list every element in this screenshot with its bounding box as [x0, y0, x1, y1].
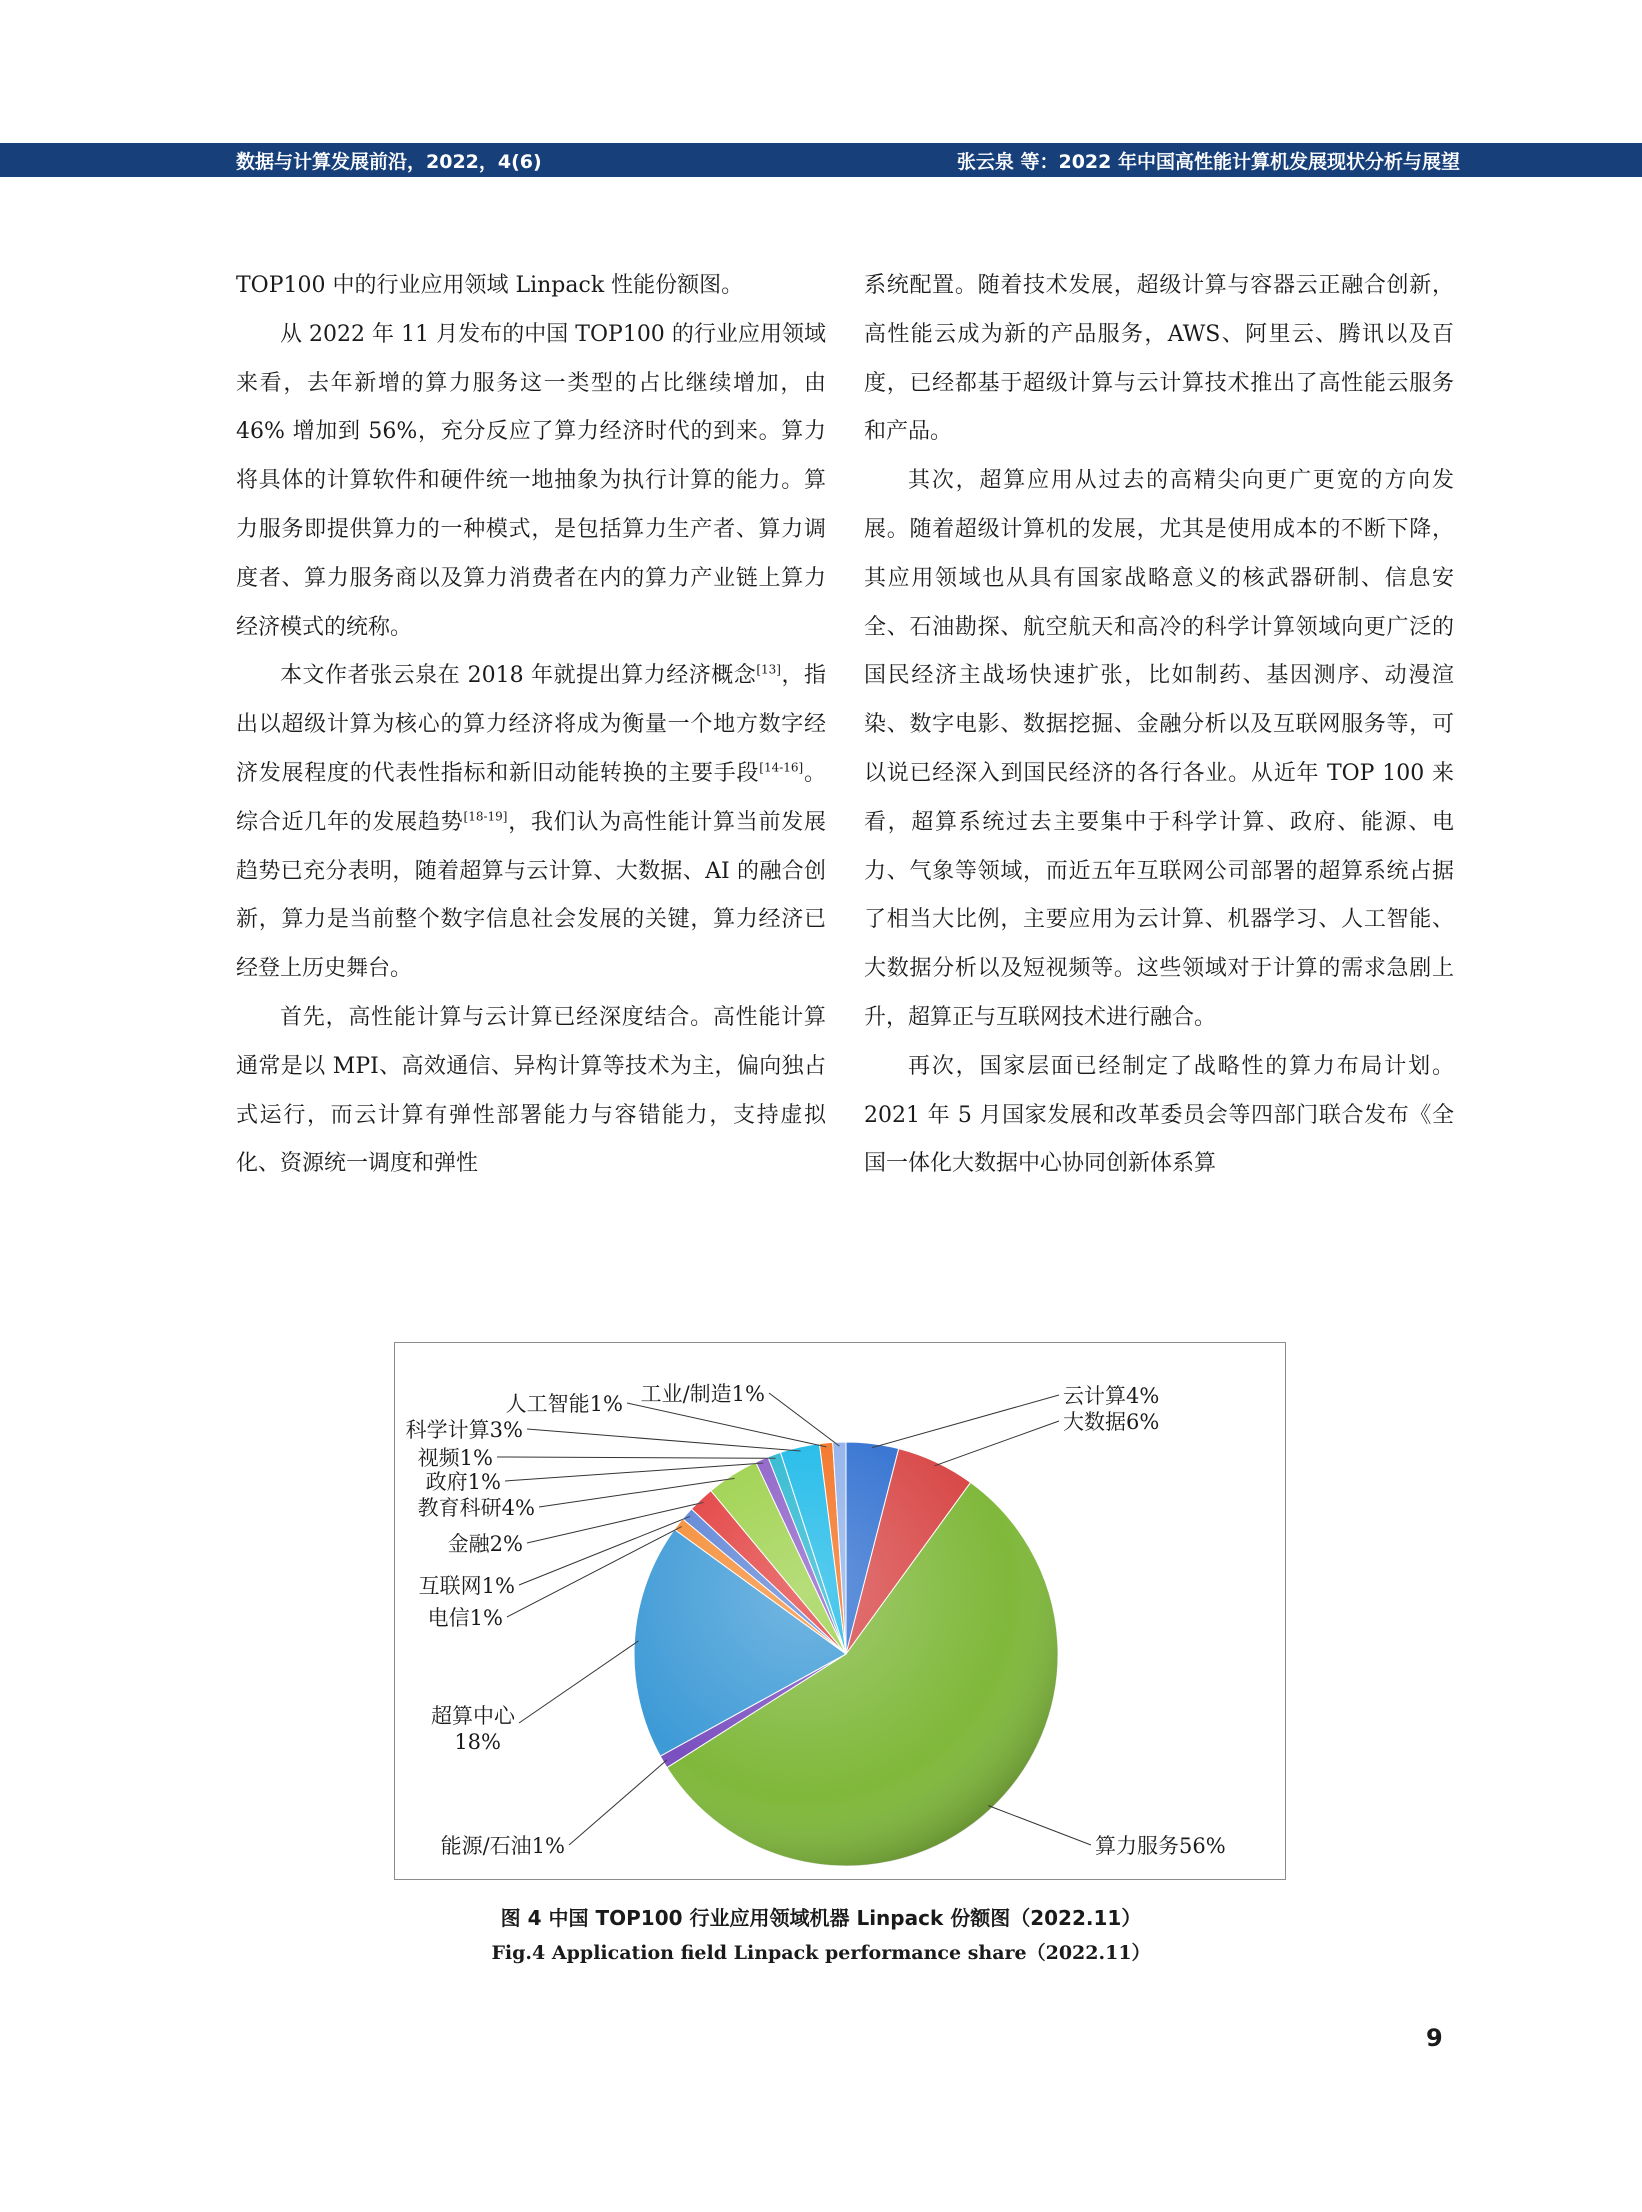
- right-column: [864, 262, 1454, 1189]
- slice-label: 能源/石油1%: [440, 1834, 565, 1858]
- figure-frame: [394, 1342, 1286, 1880]
- paragraph-text: 。综合近几年的发展趋势: [236, 760, 826, 835]
- slice-label: 工业/制造1%: [640, 1382, 765, 1406]
- paragraph: [236, 652, 826, 994]
- leader-line: [627, 1403, 826, 1447]
- journal-citation: 数据与计算发展前沿，2022，4(6): [236, 151, 542, 173]
- slice-label: 科学计算3%: [405, 1418, 523, 1442]
- citation-ref: [13]: [756, 663, 781, 678]
- left-column: [236, 262, 826, 1189]
- leader-line: [569, 1760, 667, 1845]
- paragraph: 系统配置。随着技术发展，超级计算与容器云正融合创新，高性能云成为新的产品服务，AWS、阿里云、腾讯以及百度，已经都基于超级计算与云计算技术推出了高性能云服务和产品。: [864, 273, 1454, 445]
- slice-label: 政府1%: [425, 1470, 501, 1494]
- slice-label: 大数据6%: [1063, 1410, 1160, 1434]
- leader-line: [519, 1641, 638, 1723]
- slice-label: 算力服务56%: [1095, 1834, 1226, 1858]
- leader-line: [872, 1395, 1059, 1448]
- slice-label: 云计算4%: [1063, 1384, 1160, 1408]
- paragraph: 从 2022 年 11 月发布的中国 TOP100 的行业应用领域来看，去年新增的算力服务这一类型的占比继续增加，由 46% 增加到 56%，充分反应了算力经济时代的到来。算力将具体的计算软件和硬件统一地抽象为执行计算的能力。算力服务即提供算力的一种模式，是包括算力生产者、算力调度者、算力服务商以及算力消费者在内的算力产业链上算力经济模式的统称。: [236, 321, 826, 640]
- paragraph-text: ，指出以超级计算为核心的算力经济将成为衡量一个地方数字经济发展程度的代表性指标和新旧动能转换的主要手段: [236, 663, 826, 786]
- pie-shading: [634, 1442, 1058, 1866]
- leader-line: [935, 1421, 1059, 1466]
- pie-chart: [395, 1343, 1285, 1879]
- paragraph: TOP100 中的行业应用领域 Linpack 性能份额图。: [236, 273, 744, 298]
- slice-label: 教育科研4%: [417, 1496, 535, 1520]
- slice-label: 互联网1%: [418, 1574, 515, 1598]
- slice-label: 金融2%: [447, 1532, 523, 1556]
- running-title: 张云泉 等：2022 年中国高性能计算机发展现状分析与展望: [956, 151, 1460, 173]
- slice-label: 视频1%: [417, 1446, 493, 1470]
- page-number: 9: [1426, 2024, 1443, 2052]
- journal-header-bar: [0, 143, 1642, 177]
- paragraph-text: 本文作者张云泉在 2018 年就提出算力经济概念: [280, 663, 757, 689]
- leader-line: [988, 1806, 1091, 1845]
- paragraph-text: ，我们认为高性能计算当前发展趋势已充分表明，随着超算与云计算、大数据、AI 的融合创新，算力是当前整个数字信息社会发展的关键，算力经济已经登上历史舞台。: [236, 809, 826, 982]
- citation-ref: [18-19]: [463, 809, 508, 824]
- leader-line: [769, 1393, 839, 1446]
- figure-caption-cn: 图 4 中国 TOP100 行业应用领域机器 Linpack 份额图（2022.11）: [500, 1906, 1142, 1930]
- slice-label: 人工智能1%: [505, 1392, 623, 1416]
- figure-caption-en: Fig.4 Application field Linpack performance share（2022.11）: [491, 1942, 1151, 1964]
- paragraph: 其次，超算应用从过去的高精尖向更广更宽的方向发展。随着超级计算机的发展，尤其是使用成本的不断下降，其应用领域也从具有国家战略意义的核武器研制、信息安全、石油勘探、航空航天和高冷的科学计算领域向更广泛的国民经济主战场快速扩张，比如制药、基因测序、动漫渲染、数字电影、数据挖掘、金融分析以及互联网服务等，可以说已经深入到国民经济的各行各业。从近年 TOP 100 来看，超算系统过去主要集中于科学计算、政府、能源、电力、气象等领域，而近五年互联网公司部署的超算系统占据了相当大比例，主要应用为云计算、机器学习、人工智能、大数据分析以及短视频等。这些领域对于计算的需求急剧上升，超算正与互联网技术进行融合。: [864, 468, 1454, 1030]
- citation-ref: [14-16]: [759, 760, 804, 775]
- leader-line: [505, 1463, 763, 1481]
- slice-label: 电信1%: [427, 1606, 503, 1630]
- leader-line: [497, 1457, 776, 1458]
- paragraph: 再次，国家层面已经制定了战略性的算力布局计划。2021 年 5 月国家发展和改革委员会等四部门联合发布《全国一体化大数据中心协同创新体系算: [864, 1053, 1454, 1177]
- slice-label: 超算中心 18%: [431, 1704, 515, 1754]
- paragraph: 首先，高性能计算与云计算已经深度结合。高性能计算通常是以 MPI、高效通信、异构计算等技术为主，偏向独占式运行，而云计算有弹性部署能力与容错能力，支持虚拟化、资源统一调度和弹性: [236, 1004, 826, 1177]
